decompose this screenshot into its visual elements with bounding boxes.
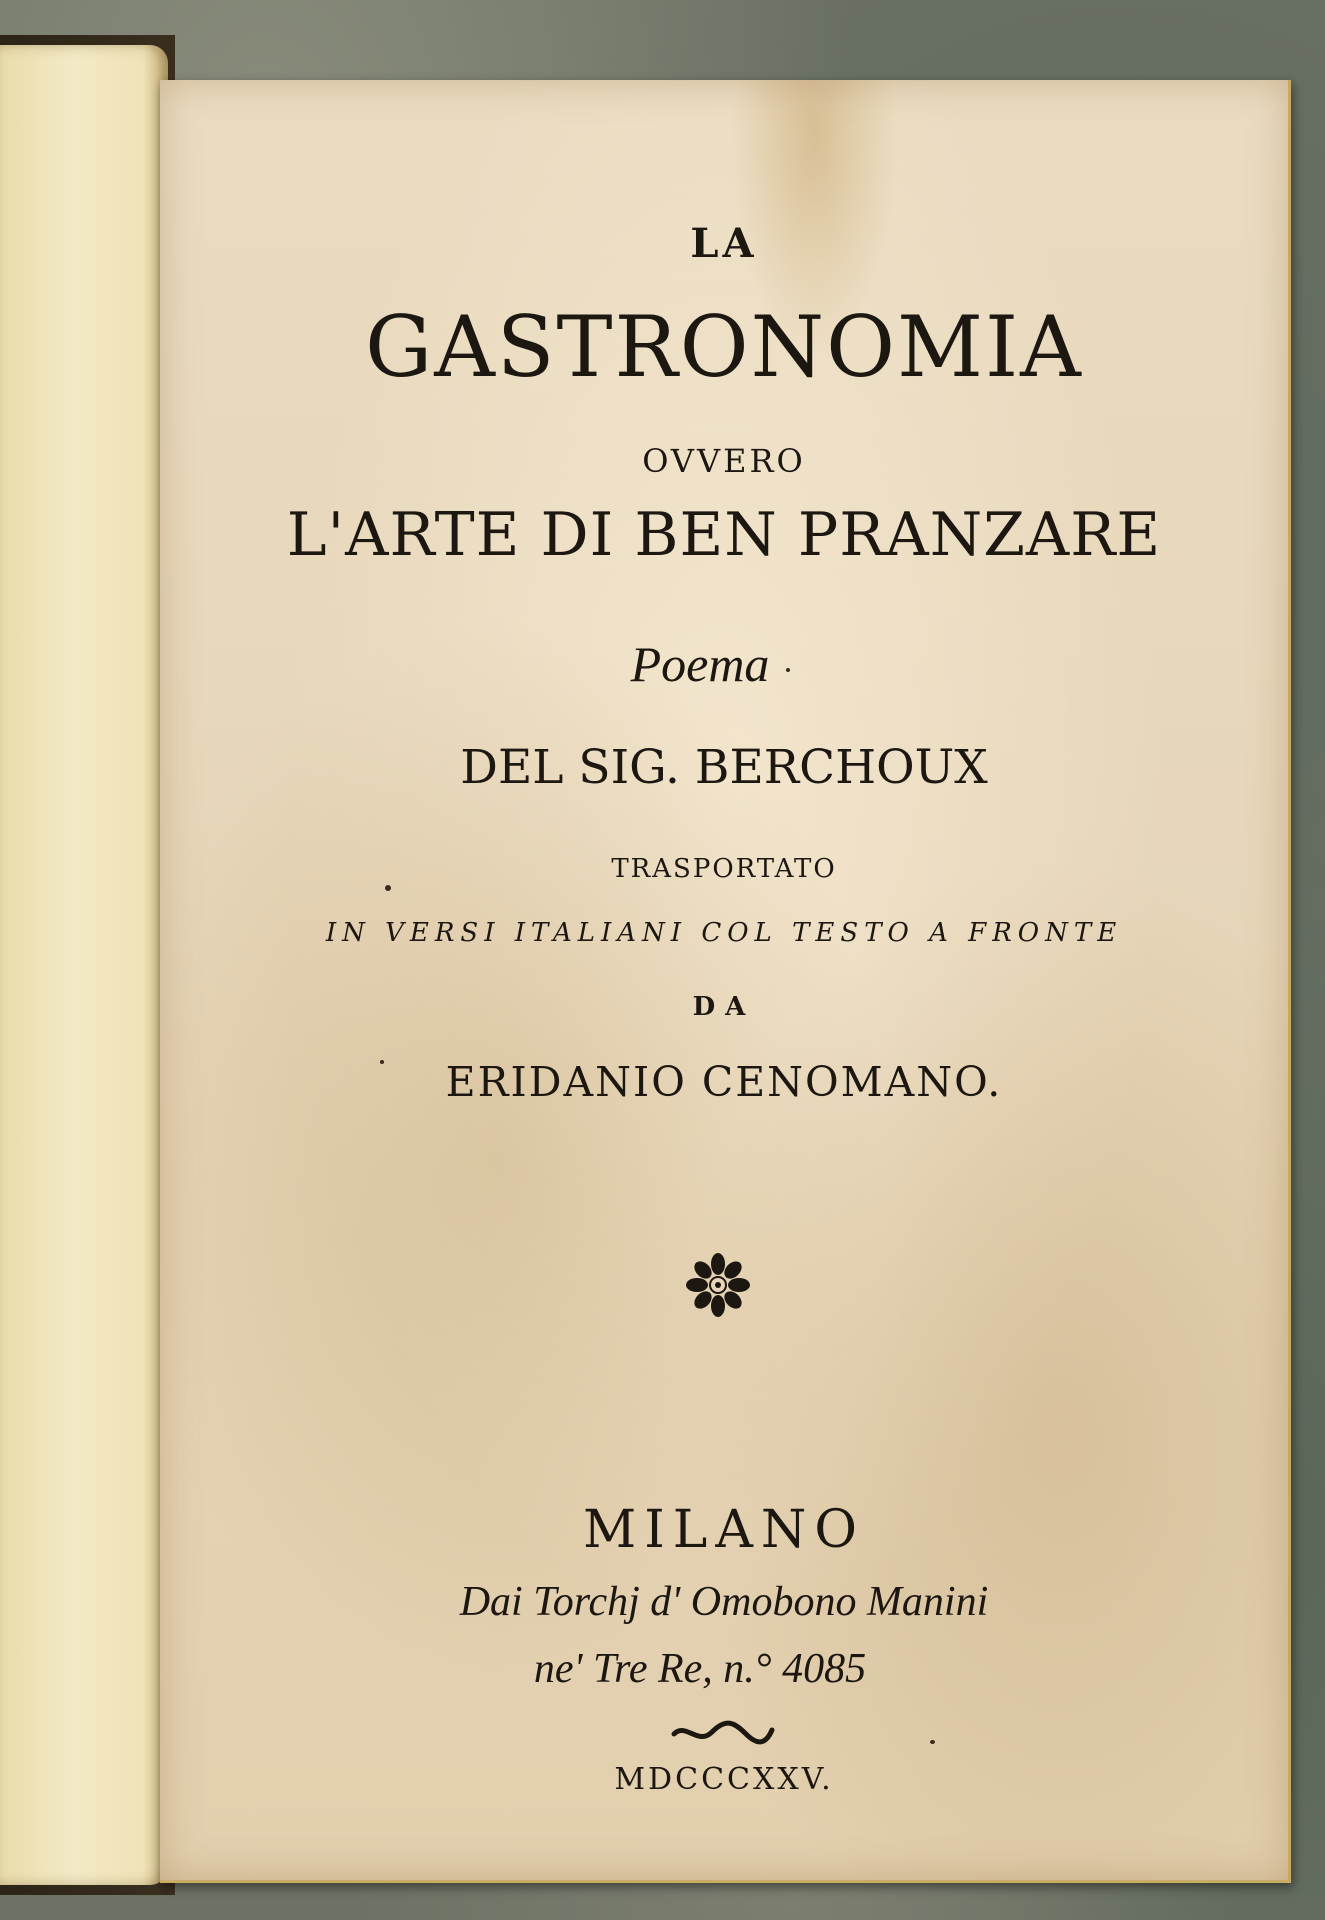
ink-speck [380,1060,384,1064]
ink-speck [930,1740,935,1744]
ink-speck [385,885,391,891]
imprint-printer: Dai Torchj d' Omobono Manini [459,1579,989,1625]
translator-name: ERIDANIO CENOMANO. [445,1058,1003,1106]
title-article: LA [690,220,758,267]
book-title: GASTRONOMIA [365,298,1083,396]
genre-label: Poema [630,636,770,692]
author-line: DEL SIG. BERCHOUX [460,740,988,795]
ink-speck [786,668,790,672]
left-page-edge [0,45,168,1885]
book-subtitle: L'ARTE DI BEN PRANZARE [286,500,1162,570]
flourish-icon [668,1718,778,1748]
translation-label: TRASPORTATO [611,854,837,884]
by-label: DA [692,992,756,1022]
imprint-year: MDCCCXXV. [614,1762,834,1797]
title-conjunction: OVVERO [642,442,806,480]
rosette-icon [683,1250,753,1320]
imprint-city: MILANO [583,1500,865,1560]
imprint-address: ne' Tre Re, n.° 4085 [533,1646,867,1692]
translation-description: IN VERSI ITALIANI COL TESTO A FRONTE [325,918,1123,948]
title-page [160,80,1291,1883]
